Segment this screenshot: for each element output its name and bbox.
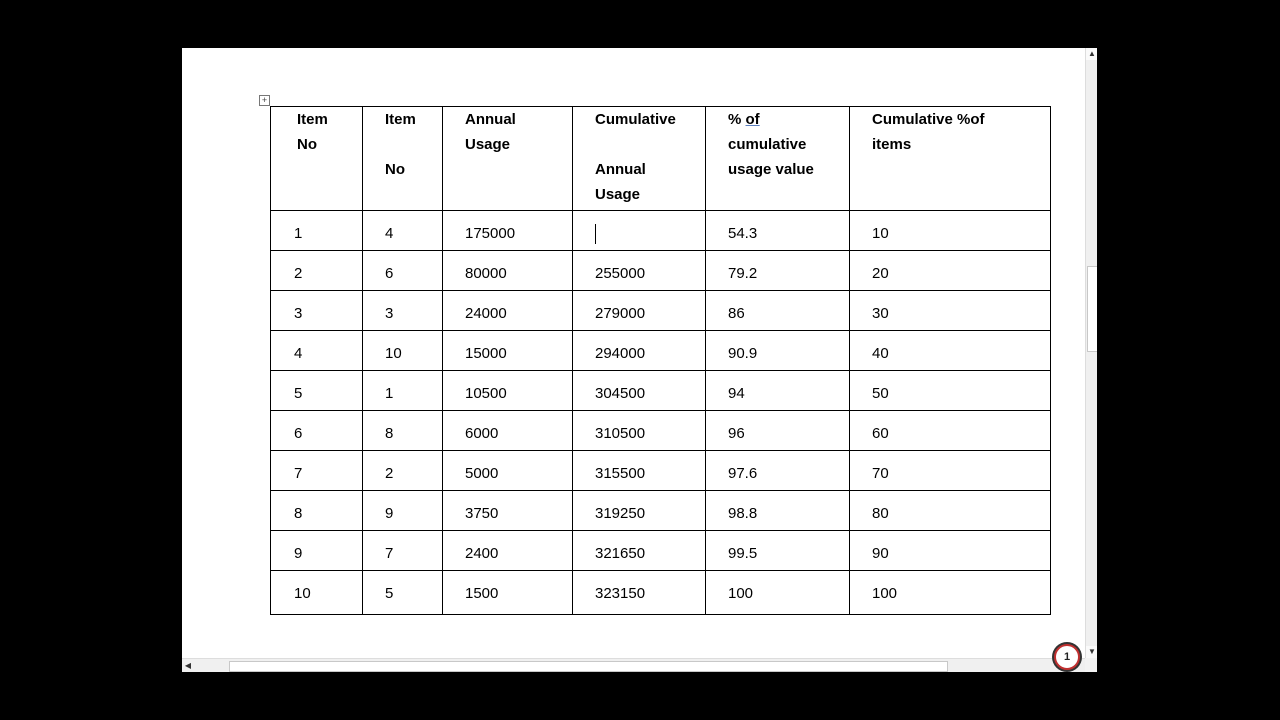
cell-percent-cumulative-usage[interactable] [706, 251, 850, 291]
cell-cumulative-percent-items[interactable] [850, 571, 1051, 615]
cell-item-no[interactable] [271, 211, 363, 251]
cell-percent-cumulative-usage[interactable] [706, 291, 850, 331]
cell-annual-usage[interactable] [443, 211, 573, 251]
abc-analysis-table [270, 106, 1051, 615]
cell-text: 15000 [465, 345, 507, 362]
cell-item-no[interactable] [271, 251, 363, 291]
cell-text: 50 [872, 385, 889, 402]
cell-text: 323150 [595, 585, 646, 602]
cell-text: 294000 [595, 345, 646, 362]
cell-text: 24000 [465, 305, 507, 322]
cell-cumulative-annual-usage[interactable] [573, 571, 706, 615]
cell-text: 1 [385, 385, 394, 402]
cell-cumulative-percent-items[interactable] [850, 211, 1051, 251]
cell-text: 7 [294, 465, 303, 482]
cell-annual-usage[interactable] [443, 571, 573, 615]
vertical-scroll-thumb[interactable] [1087, 266, 1097, 352]
text-cursor [595, 224, 596, 244]
table-row [271, 211, 1051, 251]
cell-percent-cumulative-usage[interactable] [706, 451, 850, 491]
cell-text: 79.2 [728, 265, 758, 282]
table-row [271, 371, 1051, 411]
horizontal-scrollbar[interactable] [182, 658, 1085, 672]
cell-percent-cumulative-usage[interactable] [706, 371, 850, 411]
cell-text: 10500 [465, 385, 507, 402]
cell-item-no[interactable] [271, 331, 363, 371]
cell-annual-usage[interactable] [443, 451, 573, 491]
cell-text: 97.6 [728, 465, 758, 482]
header-annual-usage[interactable]: Annual Usage [443, 107, 573, 211]
cell-text: 30 [872, 305, 889, 322]
document-window [182, 48, 1097, 672]
cell-item-no-2[interactable] [363, 331, 443, 371]
cell-text [573, 211, 705, 246]
cell-text: 90 [872, 545, 889, 562]
cell-annual-usage[interactable] [443, 331, 573, 371]
table-header-row [271, 107, 1051, 211]
cell-text: 2 [294, 265, 303, 282]
cell-text: 9 [385, 505, 394, 522]
cell-text: 8 [385, 425, 394, 442]
cell-text: 10 [385, 345, 402, 362]
cell-text: 175000 [465, 225, 516, 242]
cell-text: 319250 [595, 505, 646, 522]
cell-item-no[interactable] [271, 531, 363, 571]
cell-text: 3 [385, 305, 394, 322]
cell-text: 321650 [595, 545, 646, 562]
cell-item-no-2[interactable] [363, 531, 443, 571]
cell-text: 100 [728, 585, 754, 602]
cell-cumulative-annual-usage[interactable] [573, 451, 706, 491]
cell-text: 80000 [465, 265, 507, 282]
cell-text: 255000 [595, 265, 646, 282]
cell-item-no[interactable] [271, 491, 363, 531]
cell-item-no-2[interactable] [363, 451, 443, 491]
cell-item-no[interactable] [271, 571, 363, 615]
cell-cumulative-percent-items[interactable] [850, 291, 1051, 331]
cell-percent-cumulative-usage[interactable] [706, 531, 850, 571]
cell-text: 1 [294, 225, 303, 242]
arrow-up-icon[interactable]: ▲ [1086, 48, 1097, 60]
table-row [271, 251, 1051, 291]
cell-text: 3 [294, 305, 303, 322]
table-row [271, 451, 1051, 491]
table-row [271, 571, 1051, 615]
cell-text: 9 [294, 545, 303, 562]
arrow-left-icon[interactable]: ◀ [184, 661, 192, 670]
table-row [271, 411, 1051, 451]
cell-annual-usage[interactable] [443, 531, 573, 571]
cell-text: 54.3 [728, 225, 758, 242]
cell-text: 86 [728, 305, 745, 322]
table-row [271, 531, 1051, 571]
cell-item-no[interactable] [271, 451, 363, 491]
cell-text: 70 [872, 465, 889, 482]
cell-cumulative-percent-items[interactable] [850, 531, 1051, 571]
cell-text: 6 [294, 425, 303, 442]
cell-text: 6 [385, 265, 394, 282]
cell-text: 90.9 [728, 345, 758, 362]
cell-item-no-2[interactable] [363, 371, 443, 411]
cell-text: 80 [872, 505, 889, 522]
header-percent-cumulative-usage[interactable] [706, 107, 850, 211]
cell-cumulative-annual-usage[interactable] [573, 531, 706, 571]
cell-item-no-2[interactable] [363, 491, 443, 531]
cell-cumulative-percent-items[interactable] [850, 451, 1051, 491]
cell-cumulative-annual-usage[interactable] [573, 371, 706, 411]
table-row [271, 331, 1051, 371]
cell-text: 1500 [465, 585, 499, 602]
move-handle-icon[interactable]: + [259, 95, 270, 106]
cell-item-no[interactable] [271, 291, 363, 331]
cell-text: 315500 [595, 465, 646, 482]
cell-cumulative-annual-usage[interactable] [573, 491, 706, 531]
cell-text: 96 [728, 425, 745, 442]
cell-percent-cumulative-usage[interactable] [706, 211, 850, 251]
cell-item-no-2[interactable] [363, 251, 443, 291]
cell-text: 8 [294, 505, 303, 522]
cell-annual-usage[interactable] [443, 251, 573, 291]
cell-item-no-2[interactable] [363, 411, 443, 451]
notification-badge[interactable]: 1 [1054, 644, 1080, 670]
cell-text: 99.5 [728, 545, 758, 562]
cell-percent-cumulative-usage[interactable] [706, 491, 850, 531]
cell-text: 5 [294, 385, 303, 402]
cell-text: 3750 [465, 505, 499, 522]
cell-item-no-2[interactable] [363, 571, 443, 615]
cell-text: 20 [872, 265, 889, 282]
cell-text: 7 [385, 545, 394, 562]
cell-text: 4 [294, 345, 303, 362]
cell-cumulative-percent-items[interactable] [850, 411, 1051, 451]
cell-annual-usage[interactable] [443, 491, 573, 531]
cell-cumulative-percent-items[interactable] [850, 331, 1051, 371]
document-page[interactable] [182, 48, 1085, 658]
cell-item-no[interactable] [271, 411, 363, 451]
cell-text: 279000 [595, 305, 646, 322]
cell-text: 310500 [595, 425, 646, 442]
cell-item-no-2[interactable] [363, 211, 443, 251]
cell-text: 2 [385, 465, 394, 482]
cell-text: 5000 [465, 465, 499, 482]
cell-percent-cumulative-usage[interactable] [706, 331, 850, 371]
cell-cumulative-annual-usage[interactable] [573, 211, 706, 251]
header-cumulative-percent-items[interactable]: Cumulative %of items [850, 107, 1051, 211]
arrow-down-icon[interactable]: ▼ [1086, 646, 1097, 658]
cell-text: 94 [728, 385, 745, 402]
cell-text: 10 [294, 585, 311, 602]
cell-cumulative-percent-items[interactable] [850, 371, 1051, 411]
cell-annual-usage[interactable] [443, 371, 573, 411]
cell-text: 98.8 [728, 505, 758, 522]
cell-text: 40 [872, 345, 889, 362]
header-cumulative-annual-usage[interactable]: Cumulative Annual Usage [573, 107, 706, 211]
vertical-scrollbar[interactable] [1085, 48, 1097, 658]
cell-text: 5 [385, 585, 394, 602]
cell-cumulative-percent-items[interactable] [850, 251, 1051, 291]
cell-item-no-2[interactable] [363, 291, 443, 331]
table-row [271, 291, 1051, 331]
horizontal-scroll-thumb[interactable] [229, 661, 948, 672]
header-item-no[interactable]: Item No [271, 107, 363, 211]
cell-text: 100 [872, 585, 898, 602]
cell-text: 10 [872, 225, 889, 242]
cell-cumulative-annual-usage[interactable] [573, 331, 706, 371]
cell-text: 60 [872, 425, 889, 442]
cell-annual-usage[interactable] [443, 411, 573, 451]
cell-cumulative-annual-usage[interactable] [573, 251, 706, 291]
spellcheck-underline: of [745, 111, 760, 128]
table-row [271, 491, 1051, 531]
cell-text: 6000 [465, 425, 499, 442]
cell-cumulative-annual-usage[interactable] [573, 291, 706, 331]
cell-annual-usage[interactable] [443, 291, 573, 331]
cell-cumulative-percent-items[interactable] [850, 491, 1051, 531]
cell-cumulative-annual-usage[interactable] [573, 411, 706, 451]
cell-text: 304500 [595, 385, 646, 402]
percent-header-text: % of cumulative usage value [728, 111, 814, 178]
cell-item-no[interactable] [271, 371, 363, 411]
header-item-no-2[interactable]: Item No [363, 107, 443, 211]
cell-percent-cumulative-usage[interactable] [706, 411, 850, 451]
cell-percent-cumulative-usage[interactable] [706, 571, 850, 615]
cell-text: 2400 [465, 545, 499, 562]
cell-text: 4 [385, 225, 394, 242]
